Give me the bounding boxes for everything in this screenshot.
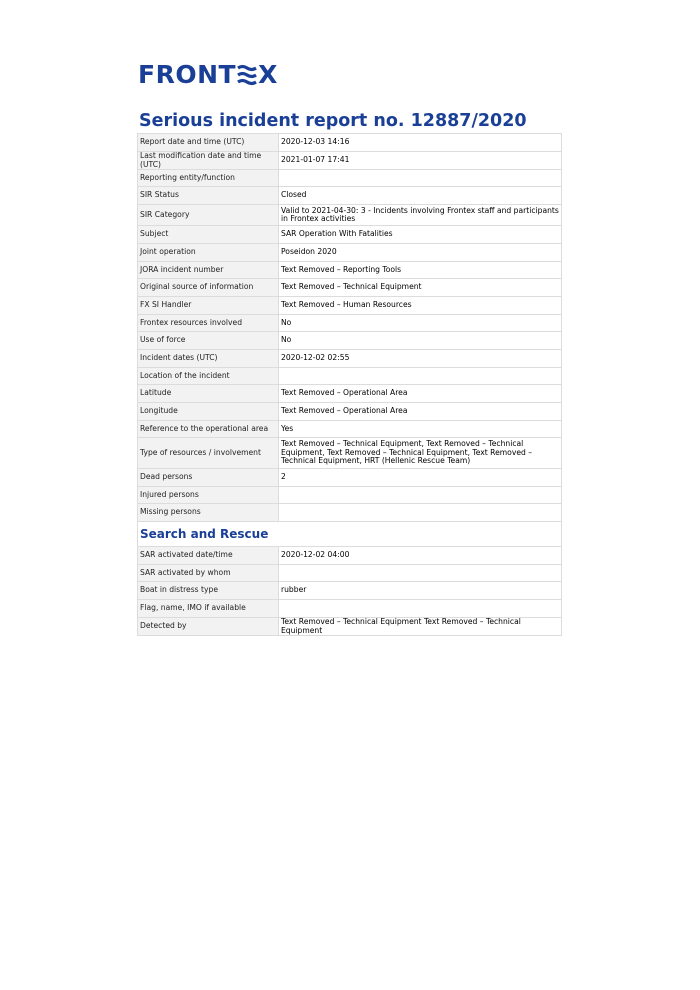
table-row bbox=[138, 385, 562, 403]
field-label: Dead persons bbox=[138, 469, 279, 487]
table-row bbox=[138, 565, 562, 582]
field-value: No bbox=[279, 332, 562, 350]
field-value: Text Removed – Technical Equipment Text Removed – Technical Equipment bbox=[279, 618, 562, 636]
field-label: Frontex resources involved bbox=[138, 315, 279, 332]
table-row bbox=[138, 600, 562, 618]
table-row bbox=[138, 487, 562, 504]
field-value bbox=[279, 504, 562, 522]
field-label: Type of resources / involvement bbox=[138, 438, 279, 469]
table-row bbox=[138, 315, 562, 332]
field-value: Text Removed – Operational Area bbox=[279, 385, 562, 403]
field-label: Location of the incident bbox=[138, 368, 279, 385]
field-label: Reporting entity/function bbox=[138, 170, 279, 187]
field-value: 2 bbox=[279, 469, 562, 487]
table-row bbox=[138, 403, 562, 421]
table-row bbox=[138, 152, 562, 170]
sar-details-table bbox=[137, 546, 562, 636]
incident-details-table bbox=[137, 133, 562, 522]
field-label: Report date and time (UTC) bbox=[138, 134, 279, 152]
field-value: No bbox=[279, 315, 562, 332]
field-value: Poseidon 2020 bbox=[279, 244, 562, 262]
field-value: Closed bbox=[279, 187, 562, 205]
field-label: Missing persons bbox=[138, 504, 279, 522]
field-value bbox=[279, 565, 562, 582]
field-value: 2020-12-02 02:55 bbox=[279, 350, 562, 368]
table-row bbox=[138, 262, 562, 279]
field-label: SAR activated date/time bbox=[138, 547, 279, 565]
field-label: Latitude bbox=[138, 385, 279, 403]
field-label: Boat in distress type bbox=[138, 582, 279, 600]
field-label: Subject bbox=[138, 226, 279, 244]
table-row bbox=[138, 187, 562, 205]
table-row bbox=[138, 134, 562, 152]
field-value: rubber bbox=[279, 582, 562, 600]
table-row bbox=[138, 547, 562, 565]
field-value: SAR Operation With Fatalities bbox=[279, 226, 562, 244]
field-label: Incident dates (UTC) bbox=[138, 350, 279, 368]
table-row bbox=[138, 205, 562, 226]
field-label: Joint operation bbox=[138, 244, 279, 262]
table-row bbox=[138, 504, 562, 522]
field-label: Last modification date and time (UTC) bbox=[138, 152, 279, 170]
field-value: Text Removed – Human Resources bbox=[279, 297, 562, 315]
field-value: Valid to 2021-04-30: 3 - Incidents involving Frontex staff and participants in Frontex activities bbox=[279, 205, 562, 226]
field-label: Injured persons bbox=[138, 487, 279, 504]
table-row bbox=[138, 368, 562, 385]
field-label: Longitude bbox=[138, 403, 279, 421]
field-label: SIR Status bbox=[138, 187, 279, 205]
table-row bbox=[138, 279, 562, 297]
field-value: 2021-01-07 17:41 bbox=[279, 152, 562, 170]
field-label: SIR Category bbox=[138, 205, 279, 226]
table-row bbox=[138, 226, 562, 244]
sar-section-header bbox=[137, 521, 562, 546]
table-row bbox=[138, 582, 562, 600]
field-value bbox=[279, 170, 562, 187]
table-row bbox=[138, 438, 562, 469]
table-row bbox=[138, 421, 562, 438]
field-value: 2020-12-02 04:00 bbox=[279, 547, 562, 565]
field-label: Reference to the operational area bbox=[138, 421, 279, 438]
field-value: Yes bbox=[279, 421, 562, 438]
logo-wordmark-left: FRONT bbox=[138, 60, 237, 89]
field-value: 2020-12-03 14:16 bbox=[279, 134, 562, 152]
field-value: Text Removed – Technical Equipment bbox=[279, 279, 562, 297]
field-value bbox=[279, 368, 562, 385]
field-value: Text Removed – Technical Equipment, Text Removed – Technical Equipment, Text Removed – Technical Equipment, Text Removed – Technical Equipment, HRT (Hellenic Rescue Team) bbox=[279, 438, 562, 469]
table-row bbox=[138, 618, 562, 636]
logo-wordmark-right: X bbox=[258, 60, 278, 89]
table-row bbox=[138, 350, 562, 368]
field-label: Original source of information bbox=[138, 279, 279, 297]
field-label: SAR activated by whom bbox=[138, 565, 279, 582]
field-value: Text Removed – Operational Area bbox=[279, 403, 562, 421]
field-label: Detected by bbox=[138, 618, 279, 636]
waves-logo-icon bbox=[237, 64, 257, 86]
table-row bbox=[138, 297, 562, 315]
field-value bbox=[279, 487, 562, 504]
field-value: Text Removed – Reporting Tools bbox=[279, 262, 562, 279]
field-label: JORA incident number bbox=[138, 262, 279, 279]
field-label: FX SI Handler bbox=[138, 297, 279, 315]
table-row bbox=[138, 244, 562, 262]
table-row bbox=[138, 170, 562, 187]
frontex-logo bbox=[138, 62, 277, 88]
report-title: Serious incident report no. 12887/2020 bbox=[139, 111, 527, 131]
field-value bbox=[279, 600, 562, 618]
sar-section-heading: Search and Rescue bbox=[140, 527, 269, 541]
field-label: Use of force bbox=[138, 332, 279, 350]
table-row bbox=[138, 469, 562, 487]
field-label: Flag, name, IMO if available bbox=[138, 600, 279, 618]
table-row bbox=[138, 332, 562, 350]
